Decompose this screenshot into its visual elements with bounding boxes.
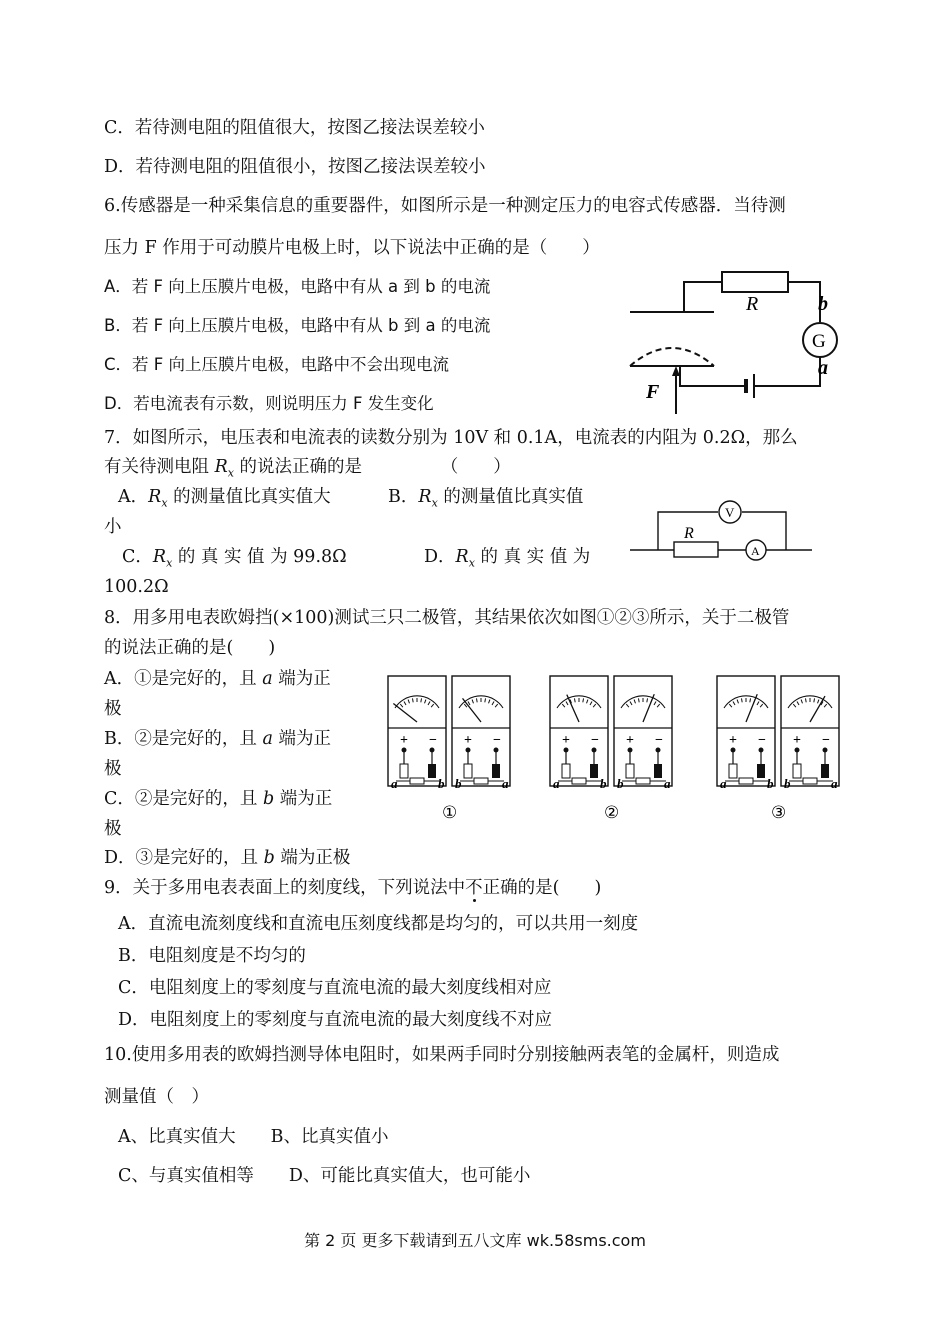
q8-option-c: C．②是完好的，且 b 端为正 [104, 789, 333, 809]
meter-tick [476, 698, 477, 702]
q6-force-label: F [646, 381, 660, 403]
terminal-plus-sign: + [400, 733, 408, 748]
terminal-plus-sign: + [729, 733, 737, 748]
q8-option-d: D．③是完好的，且 b 端为正极 [104, 848, 351, 868]
q10-options-ab: A、比真实值大 B、比真实值小 [118, 1127, 389, 1147]
meter-body [452, 676, 510, 786]
terminal-minus-sign: − [493, 733, 501, 748]
diode-end-label: b [784, 776, 791, 791]
meter-tick [814, 698, 815, 702]
q9-option-d: D．电阻刻度上的零刻度与直流电流的最大刻度线不对应 [118, 1010, 553, 1030]
figure-number-label: ② [604, 803, 620, 822]
q7-option-b: B．$R_x$ 的测量值比真实值 [388, 487, 584, 510]
terminal-minus-sign: − [429, 733, 437, 748]
q6-option-a: A．若 F 向上压膜片电极，电路中有从 a 到 b 的电流 [104, 277, 491, 296]
probe-red [400, 764, 408, 778]
probe-red [626, 764, 634, 778]
probe-red [562, 764, 570, 778]
probe-black [590, 764, 598, 778]
q7-option-c: C．$R_x$ 的 真 实 值 为 99.8Ω [122, 547, 347, 570]
probe-black [428, 764, 436, 778]
probe-red [464, 764, 472, 778]
page-footer: 第 2 页 更多下载请到五八文库 wk.58sms.com [304, 1231, 646, 1250]
probe-black [492, 764, 500, 778]
probe-red [793, 764, 801, 778]
diode-end-label: a [553, 776, 560, 791]
meter-tick [421, 698, 422, 702]
q8-diode-meter-figures [388, 674, 848, 824]
diode-end-label: b [600, 776, 607, 791]
meter-tick [638, 698, 639, 702]
figure-number-label: ③ [771, 803, 787, 822]
q6-resistor-label: R [746, 293, 759, 315]
diode-body [803, 778, 817, 784]
terminal-plus-sign: + [562, 733, 570, 748]
q8-option-a: A．①是完好的，且 a 端为正 [104, 669, 331, 689]
diode-end-label: b [438, 776, 445, 791]
diode-body [636, 778, 650, 784]
meter-body [781, 676, 839, 786]
q9-option-a: A．直流电流刻度线和直流电压刻度线都是均匀的，可以共用一刻度 [118, 914, 639, 934]
q7-option-a: A．$R_x$ 的测量值比真实值大 [118, 487, 331, 510]
meter-tick [741, 698, 742, 702]
meter-tick [485, 698, 486, 702]
q8-option-c-cont: 极 [104, 819, 122, 839]
q6-option-c: C．若 F 向上压膜片电极，电路中不会出现电流 [104, 355, 450, 374]
terminal-minus-sign: − [591, 733, 599, 748]
q5-option-d: D．若待测电阻的阻值很小，按图乙接法误差较小 [104, 157, 486, 177]
diode-end-label: a [720, 776, 727, 791]
meter-body [550, 676, 608, 786]
diode-body [410, 778, 424, 784]
diode-body [739, 778, 753, 784]
q7-stem-line2: 有关待测电阻 $R_x$ 的说法正确的是 （ ） [104, 457, 511, 480]
diode-end-label: b [455, 776, 462, 791]
q9-option-b: B．电阻刻度是不均匀的 [118, 946, 306, 966]
q6-node-b: b [818, 293, 828, 315]
diode-end-label: a [831, 776, 838, 791]
q7-option-b-cont: 小 [104, 517, 122, 537]
meter-body [388, 676, 446, 786]
terminal-minus-sign: − [655, 733, 663, 748]
q6-galvanometer-label: G [812, 331, 826, 352]
probe-black [757, 764, 765, 778]
q6-node-a: a [818, 357, 828, 379]
q5-option-c: C．若待测电阻的阻值很大，按图乙接法误差较小 [104, 118, 485, 138]
terminal-minus-sign: − [758, 733, 766, 748]
q10-options-cd: C、与真实值相等 D、可能比真实值大，也可能小 [118, 1166, 531, 1186]
meter-tick [805, 698, 806, 702]
q6-stem-line2: 压力 F 作用于可动膜片电极上时，以下说法中正确的是（ ） [104, 238, 600, 258]
q9-option-c: C．电阻刻度上的零刻度与直流电流的最大刻度线相对应 [118, 978, 552, 998]
q8-stem-line2: 的说法正确的是( ) [104, 638, 276, 658]
q7-ammeter-label: A [751, 544, 760, 558]
q7-resistor-label: R [684, 525, 694, 542]
q10-stem-line2: 测量值（ ） [104, 1087, 209, 1107]
meter-tick [412, 698, 413, 702]
q10-stem-line1: 10.使用多用表的欧姆挡测导体电阻时，如果两手同时分别接触两表笔的金属杆，则造成 [104, 1045, 780, 1065]
diode-end-label: b [767, 776, 774, 791]
q6-option-d: D．若电流表有示数，则说明压力 F 发生变化 [104, 394, 434, 413]
meter-body [614, 676, 672, 786]
meter-tick [583, 698, 584, 702]
probe-black [654, 764, 662, 778]
diode-end-label: a [502, 776, 509, 791]
terminal-plus-sign: + [626, 733, 634, 748]
q8-option-b: B．②是完好的，且 a 端为正 [104, 729, 331, 749]
q7-voltmeter-label: V [725, 505, 735, 520]
q8-option-a-cont: 极 [104, 699, 122, 719]
meter-tick [647, 698, 648, 702]
q7-stem-line1: 7．如图所示，电压表和电流表的读数分别为 10V 和 0.1A，电流表的内阻为 0.2Ω，那么 [104, 428, 798, 448]
q7-option-d-cont: 100.2Ω [104, 577, 169, 597]
terminal-minus-sign: − [822, 733, 830, 748]
q8-stem-line1: 8．用多用电表欧姆挡(×100)测试三只二极管，其结果依次如图①②③所示，关于二极管 [104, 608, 790, 628]
diode-end-label: b [617, 776, 624, 791]
probe-red [729, 764, 737, 778]
meter-tick [750, 698, 751, 702]
meter-body [717, 676, 775, 786]
meter-tick [574, 698, 575, 702]
q6-capacitive-sensor-diagram [628, 268, 848, 418]
diode-body [474, 778, 488, 784]
q7-option-d: D．$R_x$ 的 真 实 值 为 [424, 547, 591, 570]
terminal-plus-sign: + [793, 733, 801, 748]
q9-stem: 9．关于多用电表表面上的刻度线，下列说法中不正确的是( ) [104, 878, 602, 898]
diode-end-label: a [664, 776, 671, 791]
diode-end-label: a [391, 776, 398, 791]
figure-number-label: ① [442, 803, 458, 822]
diode-body [572, 778, 586, 784]
q7-circuit-diagram [628, 496, 818, 566]
q8-option-b-cont: 极 [104, 759, 122, 779]
q6-stem-line1: 6.传感器是一种采集信息的重要器件，如图所示是一种测定压力的电容式传感器．当待测 [104, 196, 786, 216]
terminal-plus-sign: + [464, 733, 472, 748]
probe-black [821, 764, 829, 778]
q6-option-b: B．若 F 向上压膜片电极，电路中有从 b 到 a 的电流 [104, 316, 491, 335]
